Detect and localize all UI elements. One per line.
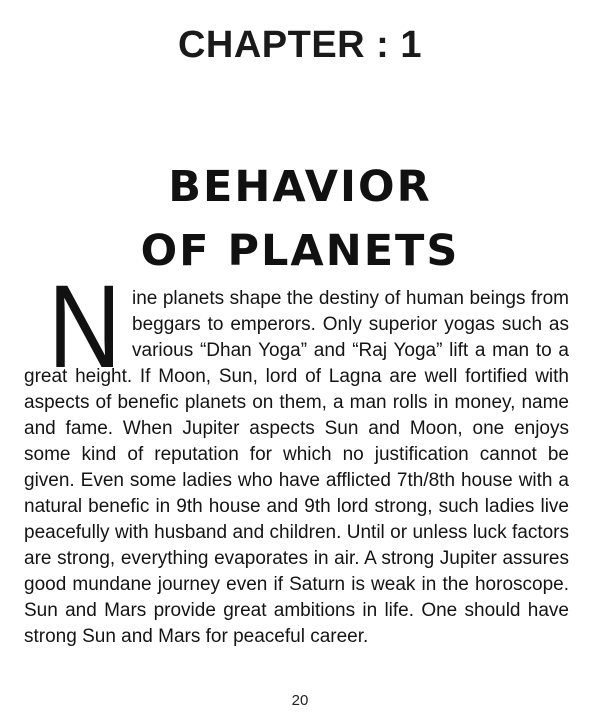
chapter-title-line-2: OF PLANETS	[140, 226, 460, 276]
body-text-line: and fame. When Jupiter aspects Sun and Moon, one enjoys	[24, 418, 569, 439]
chapter-title-line-1: BEHAVIOR	[168, 162, 432, 212]
body-text-line: beggars to emperors. Only superior yogas such as	[132, 314, 569, 335]
body-text-line: various “Dhan Yoga” and “Raj Yoga” lift a man to a	[132, 340, 569, 361]
body-text-line: natural benefic in 9th house and 9th lord strong, such ladies live	[24, 496, 569, 517]
body-text-line: great height. If Moon, Sun, lord of Lagna are well fortified with	[24, 366, 569, 387]
body-text-line: are strong, everything evaporates in air. A strong Jupiter assures	[24, 548, 569, 569]
body-text-line: Sun and Mars provide great ambitions in life. One should have	[24, 600, 569, 621]
body-text-line: aspects of benefic planets on them, a man rolls in money, name	[24, 392, 569, 413]
body-text-line: some kind of reputation for which no justification cannot be	[24, 444, 569, 465]
drop-cap-letter: N	[48, 261, 122, 393]
page-number: 20	[291, 692, 309, 709]
body-text-line: given. Even some ladies who have afflicted 7th/8th house with a	[24, 470, 569, 491]
chapter-heading: CHAPTER : 1	[177, 24, 423, 66]
body-text-line: good mundane journey even if Saturn is weak in the horoscope.	[24, 574, 569, 595]
body-text-line-last: strong Sun and Mars for peaceful career.	[24, 626, 369, 647]
body-text-line: peacefully with husband and children. Until or unless luck factors	[24, 522, 569, 543]
body-text-line: ine planets shape the destiny of human beings from	[132, 288, 569, 309]
